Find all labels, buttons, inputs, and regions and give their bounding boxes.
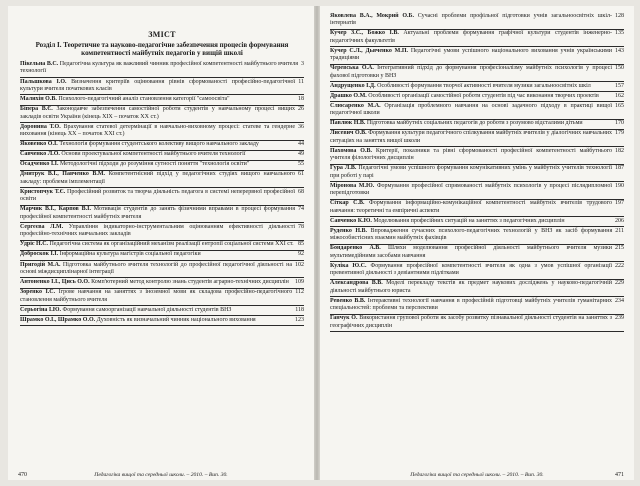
toc-entry-title: Мотивація студентів до занять фізичними вправами в процесі формування професійної компетентності майбутніх вчителя [20,206,296,220]
toc-entry-author: Черевська О.А. [330,65,374,72]
page-number-right: 471 [615,472,624,478]
toc-entry-page: 118 [295,306,304,313]
toc-entry-page: 229 [615,280,624,287]
toc-entry-author: Яковлева В.А., Мокрий О.Б. [330,12,414,19]
toc-entry-title: Врахування статевої детермінації в навчально-виховному процесі: статеве та гендерне виховання (кінець XX – початок XXI ст.) [20,123,296,137]
toc-entry-author: Біпера В.Є. [20,106,53,113]
toc-entry [20,171,304,189]
toc-entry-title: Шляхи моделювання професійної діяльності майбутнього вчителя музики мультимедійними засобами навчання [330,245,612,259]
toc-entry-page: 11 [298,78,304,85]
toc-entry-page: 26 [298,106,304,113]
toc-entry-author: Андрущенко І.Д. [330,82,376,89]
toc-entry-author: Зоренко І.С. [20,289,56,296]
toc-entry-title: Духовність як визначальний чинник національного виховання [96,316,256,323]
toc-entry-author: Антоненко І.І., Цись О.О. [20,279,90,286]
toc-list-left [20,60,304,326]
toc-entry-page: 239 [615,315,624,322]
toc-entry-title: Педагогічна культура як важливий чинник професійної компетентності майбутнього вчителя технології [20,61,298,75]
toc-entry-page: 85 [298,241,304,248]
toc-entry-author: Сіткар С.В. [330,200,365,207]
toc-entry-author: Кучер С.Л., Дьяченко М.П. [330,47,409,54]
toc-entry-author: Пахомова О.В. [330,147,372,154]
toc-entry [330,280,624,298]
toc-entry-author: Гура Л.В. [330,165,357,172]
toc-entry [330,165,624,183]
toc-entry-author: Удріс Н.С. [20,241,49,248]
toc-entry-page: 197 [615,200,624,207]
toc-entry-page: 162 [615,92,624,99]
toc-entry-title: Інтерактивні технології навчання в професійній підготовці майбутніх учителів гуманітарних спеціальностей: проблеми та перспективи [330,297,613,312]
toc-entry-title: Використання групової роботи як засобу розвитку пізнавальної діяльності студентів на заняттях з географічних дисциплін [330,315,612,329]
toc-entry-author: Доронина Т.О. [20,123,61,130]
toc-entry-author: Лисевич О.В. [330,130,367,137]
toc-entry [330,92,624,102]
toc-list-right [330,12,624,332]
toc-entry [20,261,304,279]
toc-entry [20,241,304,251]
toc-entry-author: Слюсаренко М.А. [330,102,381,109]
toc-entry-title: Моделі перекладу текстів як предмет наукових досліджень у науково-педагогічній діяльності майбутнього юриста [330,280,612,294]
toc-entry-title: Формування інформаційно-комунікаційної компетентності майбутніх вчителів трудового навчання: теоретичні та емпіричні аспекти [330,200,612,214]
toc-entry-author: Пікельна В.С. [20,61,59,67]
toc-entry-page: 3 [301,61,304,67]
toc-entry-title: Моделювання професійних ситуацій на заняттях з педагогічних дисциплін [373,217,565,224]
toc-entry-title: Управління індикаторно-інструментальним оцінюванням ефективності діяльності професійно-технічних навчальних закладів [20,223,295,238]
toc-entry-page: 215 [615,245,624,252]
toc-entry-page: 55 [298,161,304,168]
toc-entry [330,200,624,218]
toc-entry-author: Савченко К.Ю. [330,217,372,224]
toc-entry [20,123,304,141]
toc-entry [330,30,624,48]
toc-entry-title: Професійний розвиток та творча діяльність педагога в системі неперервної професійної освіти [20,188,296,203]
toc-entry-author: Яковенко О.І. [20,141,58,148]
toc-entry-title: Інтегративний підхід до формування професіоналізму майбутніх психологів у процесі фахової підготовки у ВНЗ [330,65,612,79]
toc-entry-author: Александрова В.В. [330,280,383,287]
toc-entry-author: Кристопчук Т.Є. [20,188,66,195]
toc-entry-page: 18 [298,96,304,102]
toc-entry-page: 68 [298,188,304,195]
toc-entry [20,188,304,206]
toc-entry [330,120,624,130]
toc-entry [20,78,304,96]
toc-entry-title: Педагогічні умови успішного формування комунікативних умінь у майбутніх учителів технології при роботі у парі [330,165,612,179]
toc-entry-author: Пальшкова І.О. [20,78,67,85]
toc-entry-page: 74 [298,206,304,213]
toc-entry-page: 150 [615,65,624,72]
toc-entry-title: Основи проектувальної компетентності майбутнього вчителя технології [61,151,246,158]
toc-entry-page: 179 [615,130,624,137]
toc-entry [20,151,304,161]
toc-entry-page: 78 [298,223,304,230]
toc-title: ЗМІСТ [148,30,176,39]
toc-entry-title: Впровадження сучасних психолого-педагогічних технологій у ВНЗ як засіб формування міжособистісних взаємин майбутніх фахівців [330,227,613,242]
toc-entry-page: 170 [615,120,624,127]
toc-entry-author: Доброскок І.І. [20,251,59,258]
toc-entry [330,297,624,315]
toc-entry [330,262,624,280]
toc-entry-title: Комп'ютерний метод контролю знань студентів аграрно-технічних дисциплін [91,279,289,286]
toc-entry-title: Формування професійної компетентності вчителя як одна з умов успішної організації превентивної діяльності з девіантними підлітками [330,262,612,277]
toc-entry [20,60,304,78]
toc-entry-title: Формування самоорганізації навчальної діяльності студентів ВНЗ [62,306,232,313]
toc-entry-page: 187 [615,165,624,172]
toc-entry-title: Критерії, показники та рівні сформованості професійної компетентності майбутнього учителя філологічних дисциплін [330,147,613,162]
toc-entry-title: Законодавче забезпечення самостійної роботи студентів у навчальному процесі вищих закладів освіти України (кінець XIX – початок XX ст.) [20,106,295,120]
toc-entry-author: Сергеєва Л.М. [20,223,64,230]
toc-entry [330,82,624,92]
toc-entry-author: Серьогіна І.Ю. [20,306,62,313]
toc-entry-author: Міронова М.Ю. [330,182,375,189]
toc-entry-page: 182 [615,147,624,154]
toc-entry-author: Марчик В.І., Карпов В.І. [20,206,91,213]
toc-entry-page: 190 [615,182,624,189]
toc-entry [330,147,624,165]
toc-entry-page: 234 [615,297,624,304]
toc-entry [330,245,624,263]
toc-entry-author: Савченко Л.О. [20,151,60,158]
toc-entry-author: Дмитрук В.І., Павченко В.М. [20,171,106,178]
toc-entry-title: Ігрове навчання на заняттях з іноземної мови як складова професійно-педагогічного становлення майбутнього вчителя [20,289,293,303]
toc-entry [20,141,304,151]
toc-entry-author: Куліка Ю.С. [330,262,367,269]
left-page [8,6,314,480]
toc-entry [20,161,304,171]
toc-entry-author: Кучер З.С., Божко І.В. [330,30,399,37]
toc-entry-page: 165 [615,102,624,109]
toc-entry-title: Сучасні проблеми профільної підготовки учнів загальноосвітніх шкіл-інтернатів [330,12,613,26]
toc-entry-page: 109 [295,279,304,286]
toc-entry-title: Інформаційна культура магістрів соціальної педагогіки [59,251,201,258]
toc-entry-title: Підготовка майбутнього вчителя технологій до професійної педагогічної діяльності на основі міждисциплінарної інтеграції [20,261,292,275]
toc-entry [330,47,624,65]
toc-entry [330,217,624,227]
toc-entry [330,65,624,83]
toc-entry-title: Компетентнісний підхід у педагогічних студіях вищого навчального закладу: проблеми імплементації [20,171,296,185]
toc-entry-author: Малихін О.В. [20,96,57,102]
toc-entry-page: 112 [295,289,304,296]
toc-entry-title: Визначення критеріїв оцінювання рівнів сформованості професійно-педагогічної культури вчителя початкових класів [20,78,296,92]
toc-entry-title: Особливості формування творчої активності вчителя музики загальноосвітніх шкіл [377,82,591,89]
toc-entry [330,315,624,333]
journal-footer-left: Педагогіка вищої та середньої школи. – 2010. – Вип. 30. [94,472,228,478]
toc-entry-page: 157 [615,82,624,89]
page-number-left: 470 [18,472,27,478]
toc-entry [20,106,304,124]
toc-entry-title: Підготовка майбутніх соціальних педагогів до роботи з розумово відсталими дітьми [366,120,583,127]
toc-entry-author: Бондаренко А.В. [330,245,381,252]
toc-entry [330,227,624,245]
toc-entry-page: 102 [295,261,304,268]
toc-entry-page: 222 [615,262,624,269]
toc-entry-page: 206 [615,217,624,224]
toc-entry [330,102,624,120]
toc-entry [20,206,304,224]
toc-entry-author: Пригодій М.А. [20,261,61,268]
toc-entry [330,12,624,30]
toc-entry-page: 44 [298,141,304,148]
toc-entry-author: Осадченко І.І. [20,161,59,168]
toc-entry-author: Ганчук О. [330,315,358,322]
toc-entry-page: 128 [615,12,624,19]
toc-entry-author: Павлюк Н.В. [330,120,366,127]
toc-entry [20,251,304,261]
toc-entry-page: 49 [298,151,304,158]
toc-entry-title: Педагогічна система як організаційний механізм реалізації ентропії соціальної системи XXI ст. [49,241,294,248]
toc-entry [20,289,304,307]
toc-entry-page: 92 [298,251,304,258]
toc-entry [20,316,304,326]
toc-entry-title: Педагогічні умови успішного національного виховання учнів українськими традиціями [330,47,613,61]
toc-entry-title: Методологічні підходи до розуміння сутності поняття "технологія освіти" [60,161,250,168]
toc-entry-title: Формування професійної спрямованості майбутніх психологів у процесі післядипломної перепідготовки [330,182,612,197]
toc-entry [20,278,304,288]
toc-entry-page: 123 [295,316,304,323]
toc-entry-title: Психолого-педагогічний аналіз становлення категорії "самоосвіта" [58,96,230,102]
section-title: Розділ I. Теоретичне та науково-педагогічне забезпечення процесів формування компетентності майбутніх педагогів у вищій школі [35,41,289,58]
toc-entry-title: Особливості організації самостійної роботи студентів під час виконання творчих проектів [368,92,599,99]
toc-entry-page: 211 [615,227,624,234]
toc-entry-page: 36 [298,123,304,130]
toc-entry-title: Формування культури педагогічного спілкування майбутніх вчителів у діалогічних навчальних ситуаціях на заняттях вищої школи [330,130,613,144]
toc-entry-author: Драшко О.М. [330,92,367,99]
right-page [320,6,634,480]
toc-entry-title: Технологія формування студентського колективу вищого навчального закладу [59,141,259,148]
toc-entry-author: Шрамко О.І., Шрамко О.О. [20,316,96,323]
toc-entry-page: 143 [615,47,624,54]
toc-entry [330,130,624,148]
toc-entry-title: Організація проблемного навчання на основі задачного підходу в практиці вищої педагогічної школи [330,102,612,117]
toc-entry [330,182,624,200]
toc-entry-author: Ревенко В.В. [330,297,366,304]
toc-entry-title: Актуальні проблеми формування графічної культури студентів інженерно-педагогічних факультетів [330,30,612,44]
journal-footer-right: Педагогіка вищої та середньої школи. – 2010. – Вип. 30. [410,472,544,478]
toc-entry [20,95,304,105]
toc-entry-author: Руденко Н.В. [330,227,367,234]
toc-entry-page: 135 [615,30,624,37]
toc-entry-page: 61 [298,171,304,178]
toc-entry [20,223,304,241]
toc-entry [20,306,304,316]
